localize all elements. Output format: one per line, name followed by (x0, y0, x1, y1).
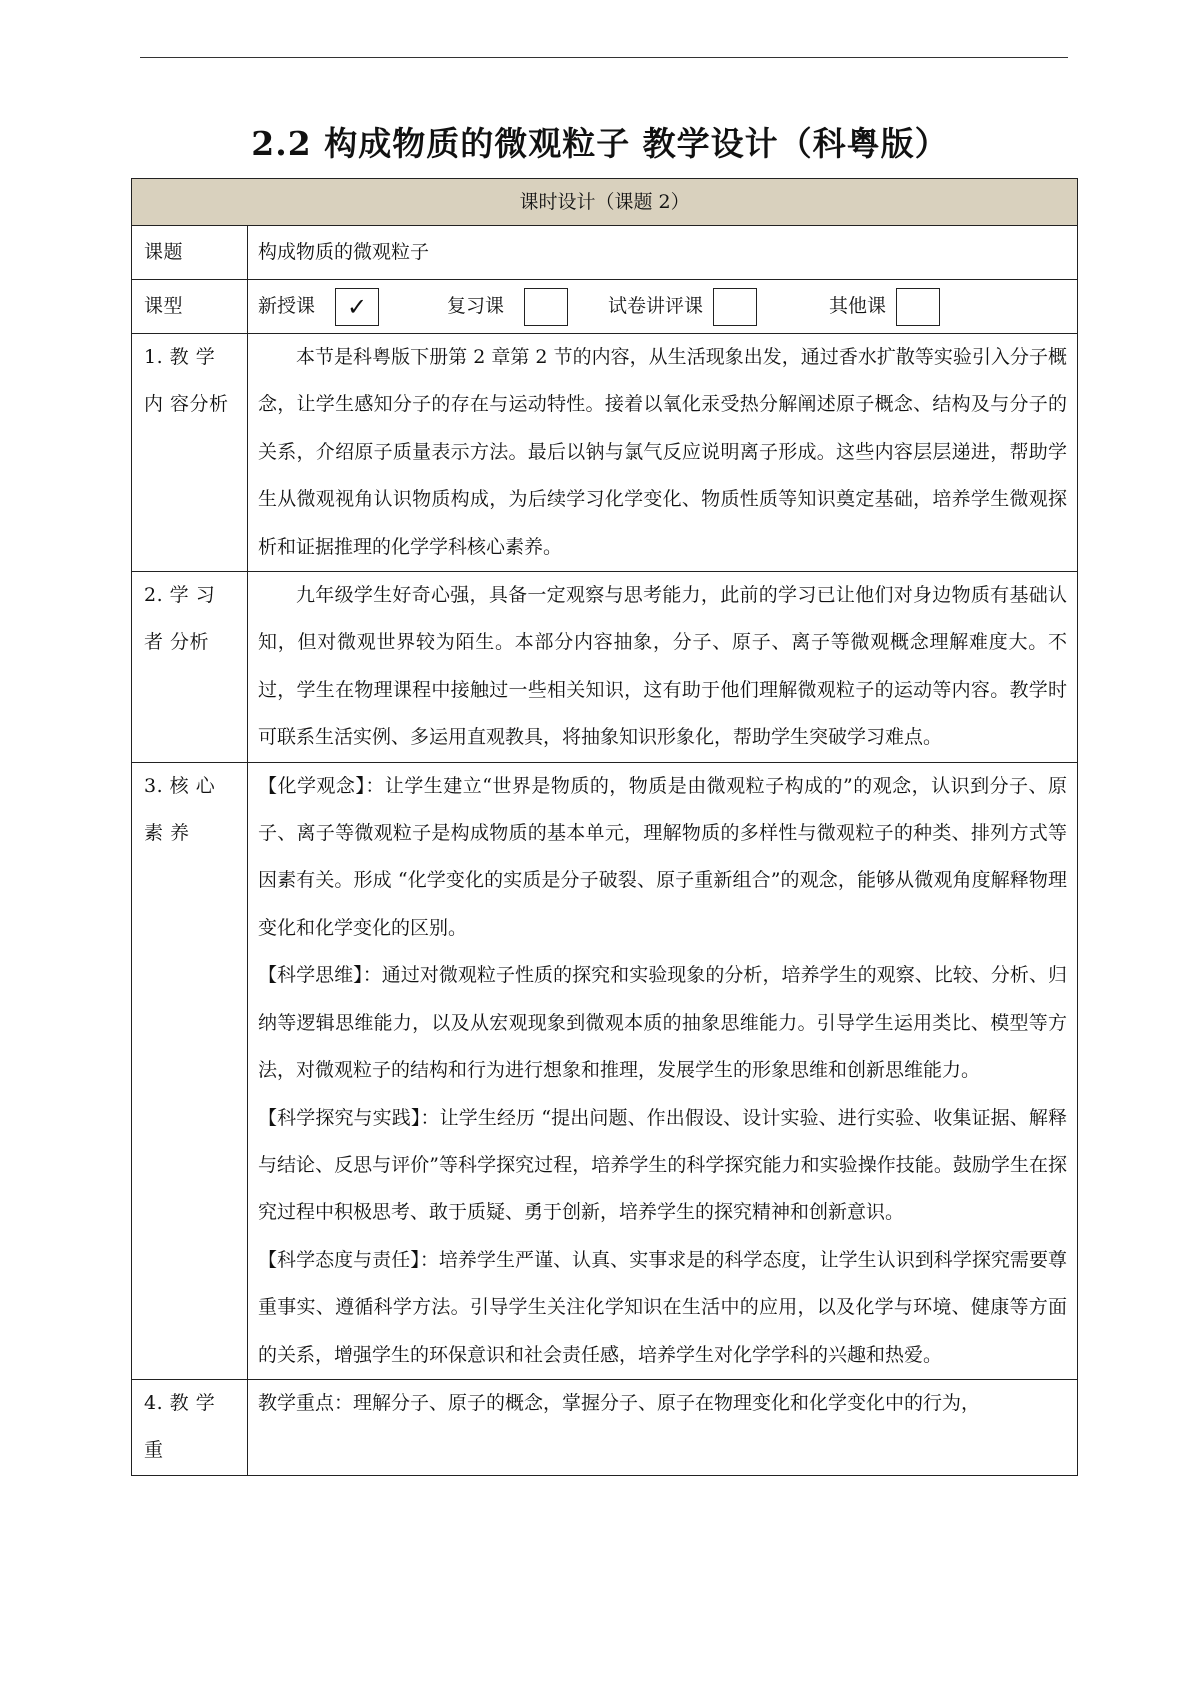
checkbox[interactable] (713, 288, 757, 326)
content-analysis-text: 本节是科粤版下册第 2 章第 2 节的内容，从生活现象出发，通过香水扩散等实验引入分子概念，让学生感知分子的存在与运动特性。接着以氧化汞受热分解阐述原子概念、结构及与分子的关系，介绍原子质量表示方法。最后以钠与氯气反应说明离子形成。这些内容层层递进，帮助学生从微观视角认识物质构成，为后续学习化学变化、物质性质等知识奠定基础，培养学生微观探析和证据推理的化学学科核心素养。 (258, 346, 1068, 558)
table-row-learner-analysis (132, 572, 1078, 763)
type-option-exam-review[interactable] (608, 280, 757, 333)
type-option-label: 试卷讲评课 (608, 295, 704, 317)
type-option-label: 复习课 (447, 295, 505, 317)
checkbox[interactable] (524, 288, 568, 326)
core-section-chemistry-concept: 【化学观念】：让学生建立“世界是物质的，物质是由微观粒子构成的”的观念，认识到分子、原子、离子等微观粒子是构成物质的基本单元，理解物质的多样性与微观粒子的种类、排列方式等因素有关。形成 “化学变化的实质是分子破裂、原子重新组合”的观念，能够从微观角度解释物理变化和化学变化的区别。 (258, 774, 1068, 939)
key-points-label: 4. 教 学 重 (132, 1379, 248, 1475)
table-row-core-literacy (132, 762, 1078, 1379)
type-label: 课型 (132, 280, 248, 334)
table-header: 课时设计（课题 2） (132, 179, 1078, 226)
core-literacy-label: 3. 核 心 素 养 (132, 762, 248, 1379)
type-option-label: 新授课 (258, 295, 316, 317)
type-option-review[interactable] (447, 280, 568, 333)
topic-label: 课题 (132, 226, 248, 280)
document-title: 2.2 构成物质的微观粒子 教学设计（科粤版） (251, 124, 949, 163)
table-row-type (132, 280, 1078, 334)
checkbox[interactable] (896, 288, 940, 326)
core-section-attitude-responsibility: 【科学态度与责任】：培养学生严谨、认真、实事求是的科学态度，让学生认识到科学探究需要尊重事实、遵循科学方法。引导学生关注化学知识在生活中的应用，以及化学与环境、健康等方面的关系，增强学生的环保意识和社会责任感，培养学生对化学学科的兴趣和热爱。 (258, 1248, 1068, 1366)
core-section-inquiry-practice: 【科学探究与实践】：让学生经历 “提出问题、作出假设、设计实验、进行实验、收集证据、解释与结论、反思与评价”等科学探究过程，培养学生的科学探究能力和实验操作技能。鼓励学生在探究过程中积极思考、敢于质疑、勇于创新，培养学生的探究精神和创新意识。 (258, 1106, 1068, 1224)
content-analysis-label: 1. 教 学 内 容分析 (132, 334, 248, 572)
table-row-content-analysis (132, 334, 1078, 572)
table-row-topic (132, 226, 1078, 280)
type-option-label: 其他课 (829, 295, 887, 317)
topic-value: 构成物质的微观粒子 (248, 226, 1078, 280)
key-points-text: 教学重点：理解分子、原子的概念，掌握分子、原子在物理变化和化学变化中的行为， (248, 1379, 1078, 1475)
lesson-plan-table (131, 178, 1078, 1476)
header-rule (140, 57, 1068, 58)
learner-analysis-label: 2. 学 习 者 分析 (132, 572, 248, 763)
type-option-new[interactable] (258, 280, 379, 333)
type-options (248, 280, 1078, 334)
type-option-other[interactable] (829, 280, 940, 333)
table-row-key-points (132, 1379, 1078, 1475)
learner-analysis-text: 九年级学生好奇心强，具备一定观察与思考能力，此前的学习已让他们对身边物质有基础认知，但对微观世界较为陌生。本部分内容抽象，分子、原子、离子等微观概念理解难度大。不过，学生在物理课程中接触过一些相关知识，这有助于他们理解微观粒子的运动等内容。教学时可联系生活实例、多运用直观教具，将抽象知识形象化，帮助学生突破学习难点。 (258, 584, 1068, 749)
core-section-scientific-thinking: 【科学思维】：通过对微观粒子性质的探究和实验现象的分析，培养学生的观察、比较、分析、归纳等逻辑思维能力，以及从宏观现象到微观本质的抽象思维能力。引导学生运用类比、模型等方法，对微观粒子的结构和行为进行想象和推理，发展学生的形象思维和创新思维能力。 (258, 964, 1068, 1082)
checkbox-checked[interactable]: ✓ (335, 288, 379, 326)
